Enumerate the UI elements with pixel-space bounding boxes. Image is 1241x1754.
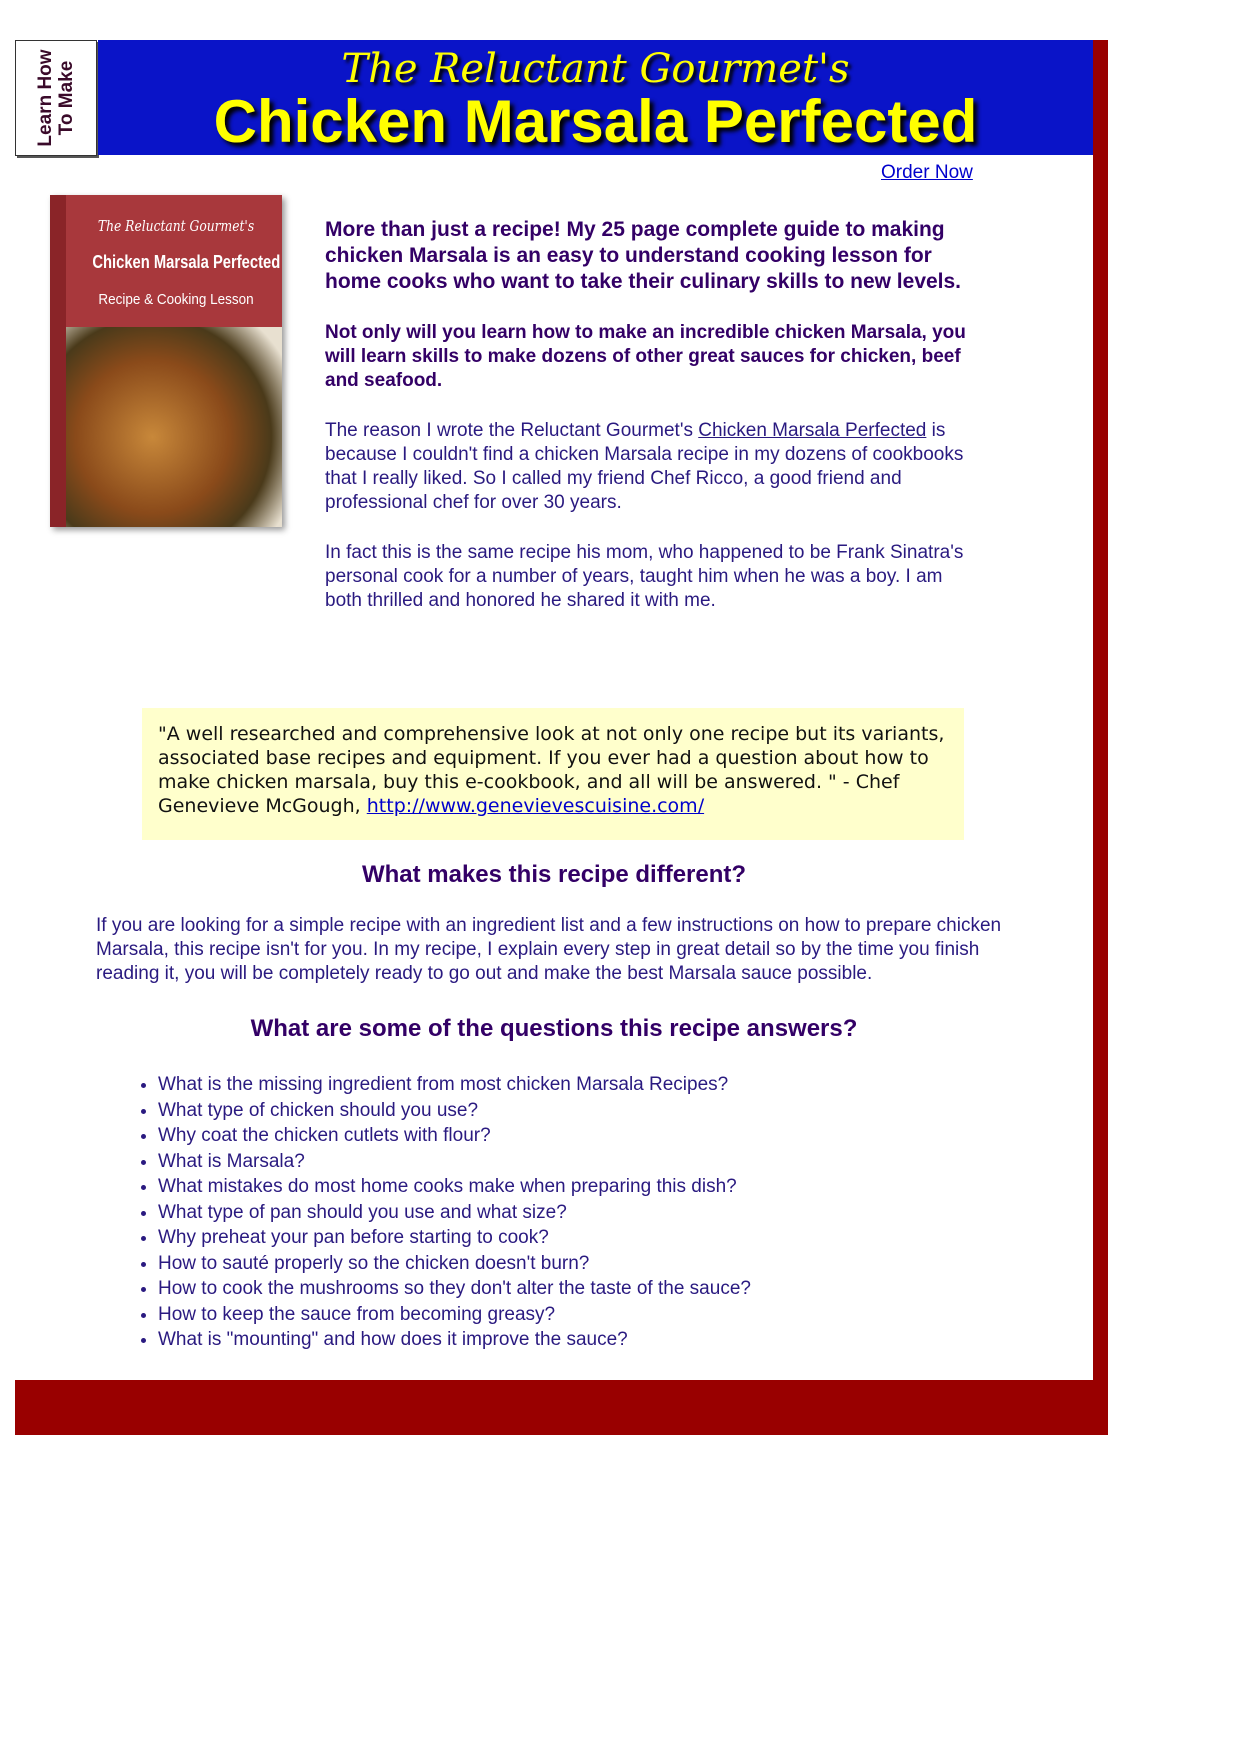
lead-text: More than just a recipe! My 25 page complete guide to making chicken Marsala is an easy to understand cooking lesson for home cooks who want to take their culinary skills to new levels. [325,218,962,293]
testimonial-box [142,708,964,840]
title-banner [98,40,1093,155]
learn-how-text [35,49,77,146]
text: is because I couldn't find a chicken Marsala recipe in my dozens of cookbooks that I really liked. So I called my friend Chef Ricco, a good friend and professional chef for over 30 years. [325,420,964,513]
banner-title: Chicken Marsala Perfected [213,88,978,155]
text: The reason I wrote the Reluctant Gourmet's [325,420,699,441]
learn-how-badge [15,40,97,156]
section-heading-questions: What are some of the questions this recipe answers? [250,1015,858,1042]
product-link[interactable]: Chicken Marsala Perfected [698,420,927,441]
intro-section [325,217,975,639]
right-border [1093,40,1108,1435]
list-item: • Why preheat your pan before starting to cook? [158,1225,1093,1251]
questions-list [130,1072,1093,1353]
intro-paragraph-2: In fact this is the same recipe his mom, who happened to be Frank Sinatra's personal cook for a number of years, taught him when he was a boy. I am both thrilled and honored he shared it with me. [325,542,964,611]
list-item: • How to cook the mushrooms so they don't alter the taste of the sauce? [158,1276,1093,1302]
book-cover-line3: Recipe & Cooking Lesson [98,291,254,308]
list-item: • How to keep the sauce from becoming greasy? [158,1302,1093,1328]
list-item: • How to sauté properly so the chicken doesn't burn? [158,1251,1093,1277]
list-item: • What mistakes do most home cooks make when preparing this dish? [158,1174,1093,1200]
lead-text-2: Not only will you learn how to make an incredible chicken Marsala, you will learn skills to make dozens of other great sauces for chicken, beef and seafood. [325,322,966,391]
learn-line1: Learn How [35,49,56,147]
book-cover-line1: The Reluctant Gourmet's [97,217,255,235]
book-spine [50,195,66,527]
list-item: • What is Marsala? [158,1149,1093,1175]
book-cover-line2: Chicken Marsala Perfected [92,252,281,272]
intro-paragraph-1 [325,419,975,515]
lower-content [15,860,1093,1353]
learn-line2: To Make [56,60,77,136]
order-now-link[interactable]: Order Now [881,162,973,183]
footer-bar [15,1380,1108,1435]
list-item: • What type of pan should you use and what size? [158,1200,1093,1226]
list-item: • Why coat the chicken cutlets with flour? [158,1123,1093,1149]
chicken-photo [66,327,282,527]
book-cover-image [50,195,282,527]
section-heading-different: What makes this recipe different? [361,861,747,888]
banner-subtitle: The Reluctant Gourmet's [341,46,850,92]
list-item: • What is the missing ingredient from most chicken Marsala Recipes? [158,1072,1093,1098]
list-item: • What type of chicken should you use? [158,1098,1093,1124]
testimonial-link[interactable]: http://www.genevievescuisine.com/ [366,795,705,817]
testimonial-text: "A well researched and comprehensive look at not only one recipe but its variants, associated base recipes and equipment. If you ever had a question about how to make chicken marsala, buy this e-cookbook, and all will be answered. " - Chef Genevieve McGough, [158,723,945,817]
different-paragraph: If you are looking for a simple recipe with an ingredient list and a few instructions on how to prepare chicken Marsala, this recipe isn't for you. In my recipe, I explain every step in great detail so by the time you finish reading it, you will be completely ready to go out and make the best Marsala sauce possible. [96,915,1002,984]
list-item: • What is "mounting" and how does it improve the sauce? [158,1327,1093,1353]
